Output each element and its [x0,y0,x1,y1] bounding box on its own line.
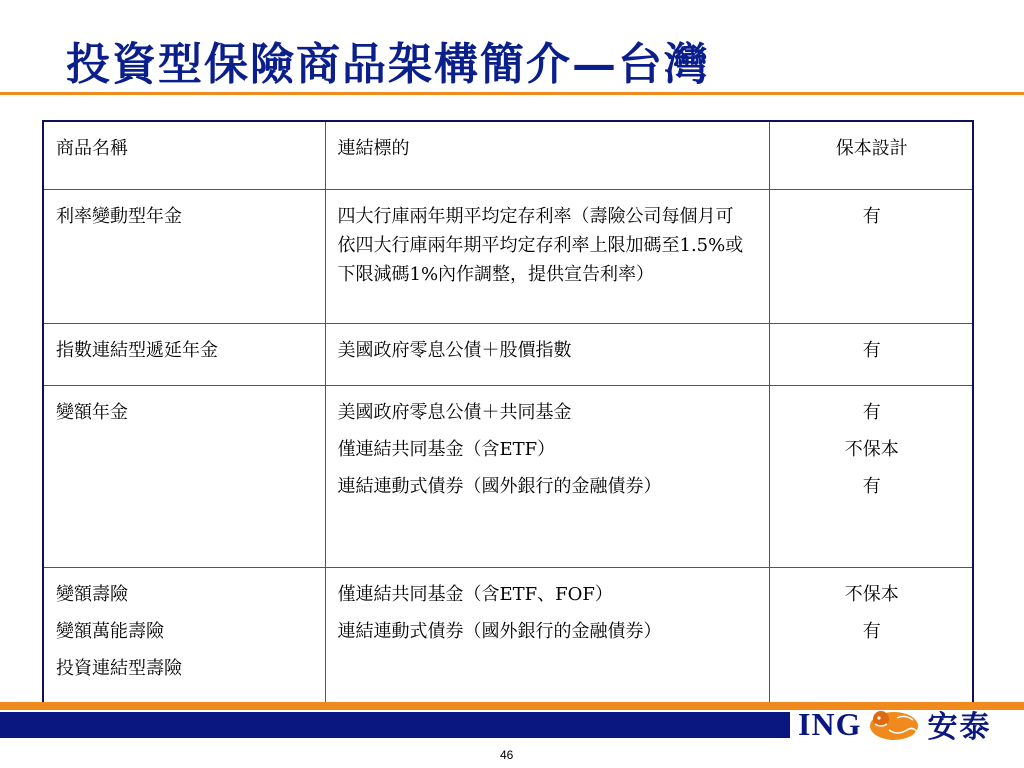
ing-logo [798,705,992,745]
product-name: 投資連結型壽險 [56,657,182,679]
product-table [42,120,974,710]
linked-target-cell [325,189,769,323]
logo-cn-text: 安泰 [927,710,992,745]
linked-target: 連結連動式債券（國外銀行的金融債券） [337,620,662,642]
linked-target: 美國政府零息公債＋共同基金 [337,401,572,423]
product-name: 變額年金 [56,401,128,423]
title-divider [0,92,1024,95]
table-row [43,323,973,385]
page-number: 46 [500,748,514,762]
guarantee-cell [769,323,973,385]
guarantee-value: 有 [862,475,881,497]
linked-target-cell [325,323,769,385]
product-name: 變額萬能壽險 [56,620,164,642]
table-row [43,189,973,323]
guarantee-value: 有 [862,620,881,642]
product-name: 變額壽險 [56,583,128,605]
product-name: 利率變動型年金 [56,205,182,227]
product-name-cell [43,385,325,567]
linked-target-cell [325,385,769,567]
linked-target: 美國政府零息公債＋股價指數 [337,339,572,361]
product-name-cell [43,189,325,323]
linked-target: 僅連結共同基金（含ETF、FOF） [337,583,613,605]
guarantee-value: 有 [862,205,881,227]
guarantee-cell [769,189,973,323]
slide-title: 投資型保險商品架構簡介—台灣 [66,39,710,90]
table-row [43,567,973,709]
product-name: 指數連結型遞延年金 [56,339,218,361]
footer-navy-bar [0,712,790,738]
linked-target: 連結連動式債券（國外銀行的金融債券） [337,475,662,497]
linked-target: 僅連結共同基金（含ETF） [337,438,556,460]
linked-target: 四大行庫兩年期平均定存利率（壽險公司每個月可依四大行庫兩年期平均定存利率上限加碼至1.5%或下限減碼1%內作調整，提供宣告利率） [337,205,744,285]
product-name-cell [43,567,325,709]
guarantee-cell [769,567,973,709]
lion-icon [867,706,921,742]
logo-ing-text: ING [798,705,862,742]
guarantee-value: 不保本 [844,438,899,460]
guarantee-value: 不保本 [844,583,899,605]
header-guarantee: 保本設計 [769,121,973,189]
linked-target-cell [325,567,769,709]
header-linked-target: 連結標的 [325,121,769,189]
guarantee-cell [769,385,973,567]
table-row [43,385,973,567]
header-product-name: 商品名稱 [43,121,325,189]
product-name-cell [43,323,325,385]
guarantee-value: 有 [862,339,881,361]
table-header-row [43,121,973,189]
guarantee-value: 有 [862,401,881,423]
